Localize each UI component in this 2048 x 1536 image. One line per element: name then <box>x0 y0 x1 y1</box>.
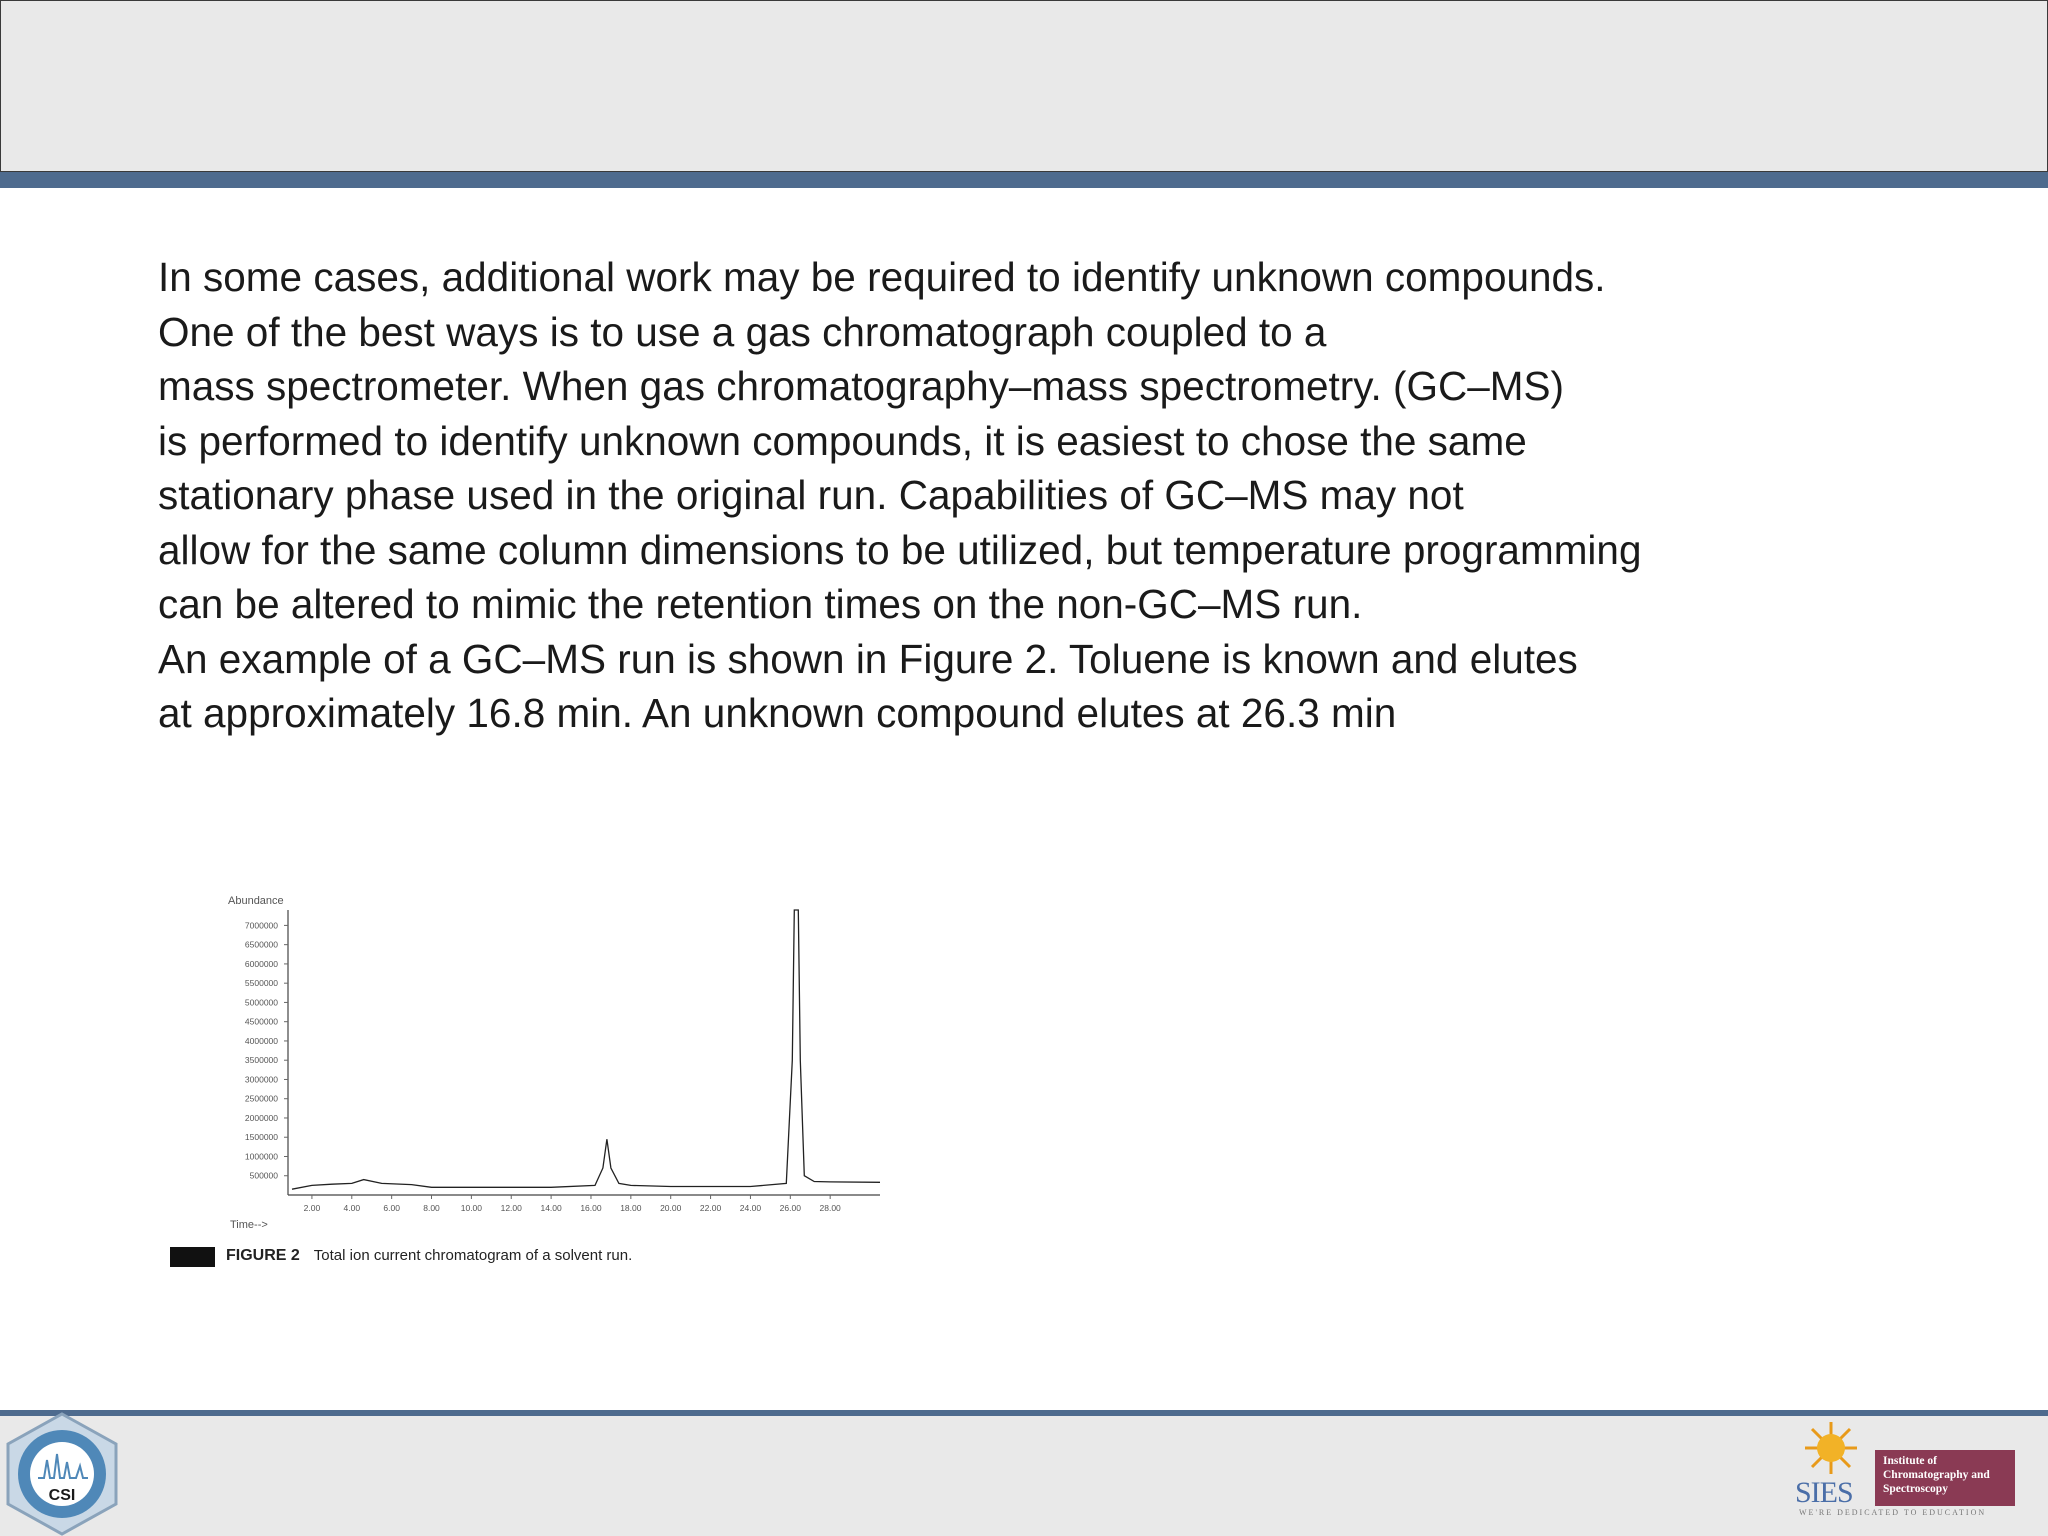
x-tick-label: 22.00 <box>699 1203 722 1213</box>
sies-tagline: WE'RE DEDICATED TO EDUCATION <box>1799 1508 1987 1517</box>
body-line: One of the best ways is to use a gas chromatograph coupled to a <box>158 308 1327 355</box>
y-tick-label: 4000000 <box>244 1035 278 1046</box>
body-line: at approximately 16.8 min. An unknown compound elutes at 26.3 min <box>158 690 1397 736</box>
sies-logo <box>1795 1418 2025 1518</box>
y-tick-label: 4500000 <box>244 1016 278 1027</box>
y-tick-label: 7000000 <box>244 920 278 931</box>
y-tick-label: 5000000 <box>244 997 278 1008</box>
sun-icon <box>1801 1418 1861 1478</box>
slide-body-text <box>158 250 2018 741</box>
y-tick-label: 5500000 <box>244 978 278 989</box>
institute-badge: Institute of Chromatography and Spectroscopy <box>1875 1450 2015 1506</box>
x-tick-label: 8.00 <box>423 1203 440 1213</box>
body-line: is performed to identify unknown compounds, it is easiest to chose the same <box>158 417 1527 464</box>
y-tick-label: 6500000 <box>244 939 278 950</box>
x-tick-label: 4.00 <box>343 1203 361 1213</box>
x-axis-label: Time--> <box>230 1219 268 1231</box>
csi-logo <box>2 1412 122 1536</box>
y-axis-label: Abundance <box>228 895 284 907</box>
x-tick-label: 28.00 <box>819 1203 841 1213</box>
body-line: mass spectrometer. When gas chromatography–mass spectrometry. (GC–MS) <box>158 363 1564 409</box>
header-accent-bar <box>0 172 2048 188</box>
y-tick-label: 1000000 <box>244 1151 278 1162</box>
y-tick-label: 500000 <box>249 1170 278 1181</box>
slide-title-area <box>0 0 2048 172</box>
body-line: allow for the same column dimensions to be utilized, but temperature programming <box>158 526 1642 573</box>
y-tick-label: 3500000 <box>244 1055 278 1066</box>
figure-caption-text: Total ion current chromatogram of a solvent run. <box>313 1247 633 1264</box>
y-tick-label: 2000000 <box>244 1112 278 1123</box>
sies-logo-text: SIES <box>1795 1476 1853 1509</box>
x-tick-label: 26.00 <box>779 1203 801 1213</box>
x-tick-label: 14.00 <box>540 1203 562 1213</box>
chromatogram-figure <box>160 880 900 1280</box>
y-tick-label: 1500000 <box>244 1132 278 1143</box>
y-tick-label: 3000000 <box>244 1074 278 1085</box>
csi-logo-text: CSI <box>48 1487 76 1504</box>
x-tick-label: 6.00 <box>383 1203 400 1213</box>
x-tick-label: 10.00 <box>460 1203 483 1213</box>
figure-caption <box>226 1247 632 1265</box>
x-tick-label: 18.00 <box>620 1203 642 1213</box>
chromatogram-chart <box>160 880 900 1240</box>
body-line: can be altered to mimic the retention times on the non-GC–MS run. <box>158 581 1363 627</box>
footer-panel <box>0 1416 2048 1536</box>
figure-label: FIGURE 2 <box>226 1247 300 1264</box>
chromatogram-trace <box>292 910 880 1189</box>
y-tick-label: 2500000 <box>244 1093 278 1104</box>
x-tick-label: 16.00 <box>580 1203 602 1213</box>
x-tick-label: 20.00 <box>660 1203 682 1213</box>
body-line: stationary phase used in the original run. Capabilities of GC–MS may not <box>158 472 1464 518</box>
body-line: An example of a GC–MS run is shown in Figure 2. Toluene is known and elutes <box>158 635 1578 682</box>
body-line: In some cases, additional work may be required to identify unknown compounds. <box>158 254 1606 300</box>
y-tick-label: 6000000 <box>244 958 278 969</box>
figure-label-bar <box>170 1247 215 1267</box>
x-tick-label: 12.00 <box>500 1203 522 1213</box>
x-tick-label: 2.00 <box>303 1203 321 1213</box>
x-tick-label: 24.00 <box>739 1203 762 1213</box>
